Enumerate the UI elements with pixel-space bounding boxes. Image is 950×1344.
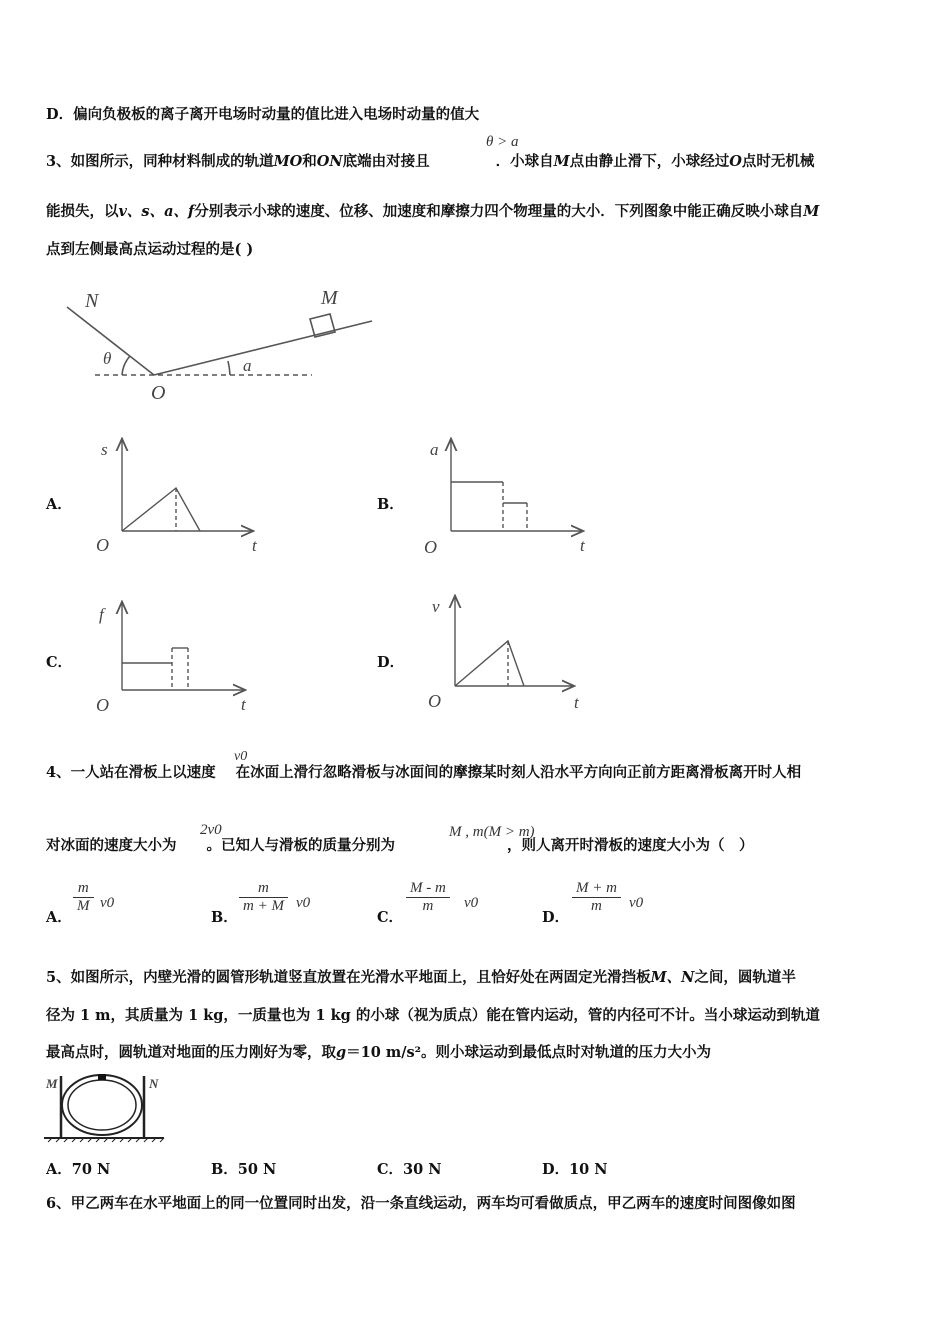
graph-b-x-label: t (580, 536, 585, 555)
q4-2v0: 2v0 (200, 822, 222, 838)
q4-option-d-v0: v0 (629, 895, 644, 911)
q4-option-a-v0: v0 (100, 895, 115, 911)
graph-d-origin: O (428, 691, 441, 711)
theta-arc (122, 356, 130, 375)
label-wall-n: N (149, 1076, 159, 1091)
label-o: O (151, 382, 166, 404)
graph-b (451, 440, 582, 531)
ring-outer (62, 1075, 142, 1135)
label-n: N (85, 290, 99, 312)
q3-condition: θ > a (486, 134, 519, 150)
q4-option-a-fraction: $\frac{m}{M}$ (73, 880, 94, 915)
option-d-label: D． (377, 654, 405, 671)
ring-inner (68, 1080, 136, 1130)
q5-line-3: 最高点时，圆轨道对地面的压力刚好为零，取g＝10 m/s²。则小球运动到最低点时对轨道的压力大小为 (46, 1044, 712, 1061)
graph-b-origin: O (424, 537, 437, 557)
q4-option-b-fraction: $\frac{m}{m + M}$ (239, 880, 288, 915)
q4-line-2: 对冰面的速度大小为 。已知人与滑板的质量分别为 ，则人离开时滑板的速度大小为（ ） (46, 837, 754, 854)
q4-option-d-fraction: $\frac{M + m}{m}$ (572, 880, 621, 915)
ground-hatch (48, 1138, 164, 1142)
q5-option-b: B．50 N (211, 1161, 277, 1178)
q5-option-d: D．10 N (542, 1161, 608, 1178)
block-m (310, 314, 335, 337)
q5-option-c: C．30 N (377, 1161, 442, 1178)
q4-option-b-v0: v0 (296, 895, 311, 911)
q3-line-1: 3、如图所示，同种材料制成的轨道MO和ON底端由对接且 ．小球自M点由静止滑下，小球经过O点时无机械 (46, 153, 815, 170)
label-wall-m: M (46, 1076, 58, 1091)
q4-option-c-v0: v0 (464, 895, 479, 911)
option-c-label: C． (46, 654, 73, 671)
graph-c-y-label: f (99, 605, 104, 624)
q3-line-2: 能损失，以v、s、a、f分别表示小球的速度、位移、加速度和摩擦力四个物理量的大小．下列图象中能正确反映小球自M (46, 203, 820, 220)
label-m: M (321, 287, 338, 309)
graph-d-y-label: v (432, 597, 440, 616)
q4-line-1: 4、一人站在滑板上以速度 在冰面上滑行忽略滑板与冰面间的摩擦某时刻人沿水平方向向正前方距离滑板离开时人相 (46, 764, 802, 781)
graph-c-origin: O (96, 695, 109, 715)
graph-a-origin: O (96, 535, 109, 555)
q4-option-c-label: C． (377, 909, 404, 926)
q4-option-b-label: B． (211, 909, 238, 926)
graph-a-curve (122, 488, 200, 531)
q5-option-a: A．70 N (46, 1161, 111, 1178)
q4-v0: v0 (234, 749, 248, 764)
track-mo (154, 321, 372, 375)
q4-masses: M , m(M > m) (449, 824, 535, 840)
q6-line-1: 6、甲乙两车在水平地面上的同一位置同时出发，沿一条直线运动，两车均可看做质点，甲乙两车的速度时间图像如图 (46, 1195, 796, 1212)
q4-option-d-label: D． (542, 909, 570, 926)
ball (98, 1074, 106, 1080)
q5-line-2: 径为 1 m，其质量为 1 kg，一质量也为 1 kg 的小球（视为质点）能在管内运动，管的内径可不计。当小球运动到轨道 (46, 1007, 820, 1024)
q4-option-c-fraction: $\frac{M - m}{m}$ (406, 880, 450, 915)
graph-d (455, 597, 573, 686)
label-alpha: a (243, 356, 252, 375)
graph-d-x-label: t (574, 693, 579, 712)
graph-c-x-label: t (241, 695, 246, 714)
option-b-label: B． (377, 496, 404, 513)
alpha-arc (228, 361, 230, 375)
graph-b-y-label: a (430, 440, 439, 459)
graph-c (122, 603, 244, 690)
graph-a-x-label: t (252, 536, 257, 555)
graph-d-curve (455, 641, 524, 686)
option-a-label: A． (46, 496, 72, 513)
q5-line-1: 5、如图所示，内壁光滑的圆管形轨道竖直放置在光滑水平地面上，且恰好处在两固定光滑挡板M、N之间，圆轨道半 (46, 969, 796, 986)
graph-a (122, 440, 252, 531)
option-d-text: D．偏向负极板的离子离开电场时动量的值比进入电场时动量的值大 (46, 106, 480, 123)
graph-a-y-label: s (101, 440, 108, 459)
q4-option-a-label: A． (46, 909, 72, 926)
track-on (67, 307, 154, 375)
q3-line-3: 点到左侧最高点运动过程的是( ) (46, 241, 254, 258)
label-theta: θ (103, 349, 112, 368)
